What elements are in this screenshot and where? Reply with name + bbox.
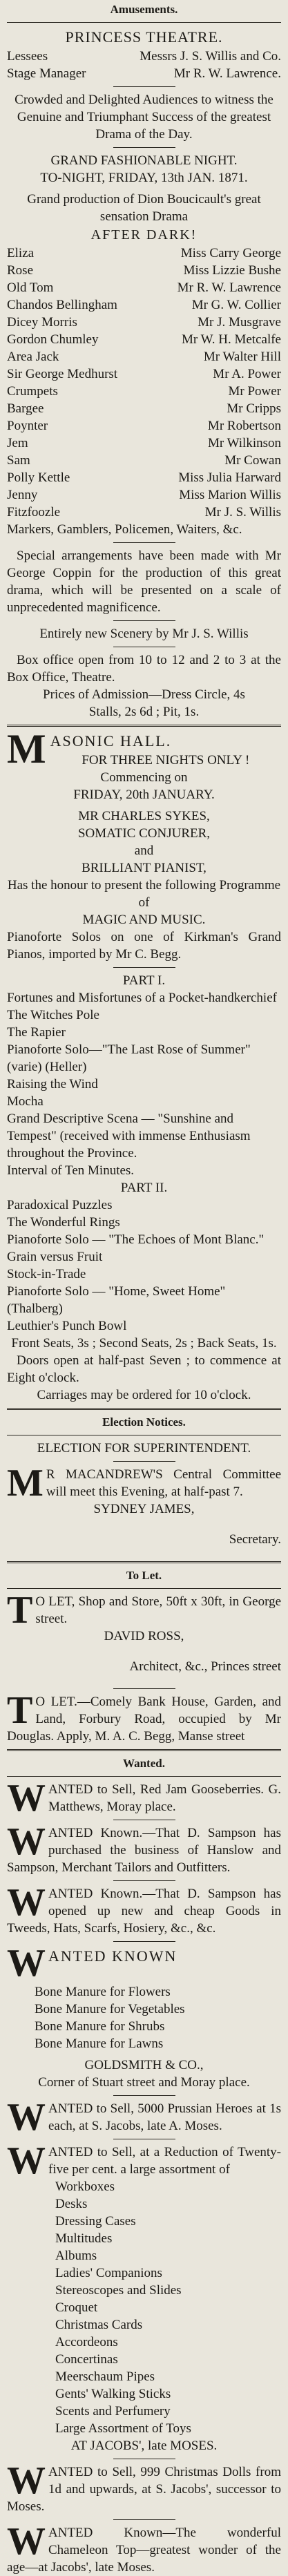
divider [113, 542, 175, 543]
wanted-ad-5-body: ANTED to Sell, 5000 Prussian Heroes at 1s each, at S. Jacobs, late A. Moses. [48, 2101, 281, 2133]
list-item: Croquet [55, 2300, 98, 2315]
newspaper-page [0, 1, 288, 2575]
lessee-row [7, 48, 281, 65]
to-let-section [7, 1567, 281, 1745]
markers-line: Markers, Gamblers, Policemen, Waiters, &c. [7, 522, 242, 537]
part-1-list [7, 989, 281, 1179]
theatre-name: PRINCESS THEATRE. [65, 28, 223, 46]
drop-cap-letter: W [7, 2096, 46, 2139]
cast-role: Rose [7, 263, 33, 278]
divider [113, 620, 175, 621]
cast-list [7, 245, 281, 521]
manager-row [7, 65, 281, 82]
election-heading: ELECTION FOR SUPERINTENDENT. [37, 1441, 251, 1456]
cast-row [7, 365, 281, 383]
seats-text: Front Seats, 3s ; Second Seats, 2s ; Back Seats, 1s. [11, 1336, 277, 1351]
to-let-ad-1 [7, 1589, 281, 1675]
programme-item: Leuthier's Punch Bowl [7, 1319, 127, 1333]
play-title: AFTER DARK! [90, 227, 198, 242]
cast-row [7, 400, 281, 417]
drop-cap-letter: W [7, 1777, 46, 1820]
commencing-line: Commencing on [100, 770, 188, 785]
list-item: Gents' Walking Sticks [55, 2387, 171, 2401]
goods-list [7, 2178, 281, 2437]
part-2-title: PART II. [120, 1181, 168, 1195]
performer-name: MR CHARLES SYKES, [78, 809, 210, 823]
cast-row [7, 504, 281, 521]
list-item: Bone Manure for Shrubs [35, 2019, 165, 2034]
part-2-list [7, 1196, 281, 1335]
grand-night-heading: GRAND FASHIONABLE NIGHT. [50, 153, 238, 168]
programme-item: Paradoxical Puzzles [7, 1198, 113, 1212]
wanted-ad-3 [7, 1881, 281, 1937]
section-title-to-let: To Let. [126, 1569, 162, 1582]
cast-row [7, 435, 281, 452]
cast-role: Jenny [7, 488, 38, 502]
divider [113, 86, 175, 87]
cast-row [7, 331, 281, 348]
divider [7, 1561, 281, 1563]
pianoforte-intro: Pianoforte Solos on one of Kirkman's Grand Pianos, imported by Mr C. Begg. [7, 930, 281, 962]
crowded-audiences-text: Crowded and Delighted Audiences to witness the Genuine and Triumphant Success of the greatest Drama of the Day. [15, 93, 273, 142]
programme-item: The Witches Pole [7, 1008, 99, 1022]
list-item: Meerschaum Pipes [55, 2369, 155, 2384]
cast-actor: Miss Carry George [180, 246, 281, 260]
election-body: R MACANDREW'S Central Committee will meet this Evening, at half-past 7. [46, 1467, 281, 1499]
cast-actor: Miss Julia Harward [178, 470, 281, 485]
divider [113, 147, 175, 148]
drop-cap-letter: M [7, 1462, 44, 1505]
cast-row [7, 486, 281, 504]
programme-item: Interval of Ten Minutes. [7, 1163, 135, 1178]
list-item: Bone Manure for Vegetables [35, 2002, 185, 2016]
wanted-ad-4-firm: GOLDSMITH & CO., [84, 2058, 204, 2072]
performance-date: TO-NIGHT, FRIDAY, 13th JAN. 1871. [40, 171, 248, 185]
cast-role: Eliza [7, 246, 35, 260]
drop-cap-letter: W [7, 2520, 46, 2563]
wanted-ad-4-address: Corner of Stuart street and Moray place. [38, 2075, 250, 2090]
bone-manure-list [7, 1983, 281, 2052]
cast-actor: Mr Power [228, 384, 281, 399]
divider [7, 1588, 281, 1589]
to-let-ad-2-body: O LET.—Comely Bank House, Garden, and Land, Forbury Road, occupied by Mr Douglas. Apply, M. A. C. Begg, Manse street [7, 1695, 281, 1744]
cast-role: Jem [7, 436, 28, 450]
divider [7, 22, 281, 23]
signatory-name: SYDNEY JAMES, [93, 1502, 195, 1516]
drop-cap-letter: T [7, 1589, 33, 1632]
cast-row [7, 314, 281, 331]
doors-text: Doors open at half-past Seven ; to commence at Eight o'clock. [7, 1353, 281, 1385]
carriages-text: Carriages may be ordered for 10 o'clock. [37, 1388, 251, 1402]
cast-role: Fitzfoozle [7, 505, 61, 519]
list-item: Concertinas [55, 2352, 118, 2367]
cast-actor: Mr Wilkinson [207, 436, 281, 450]
drop-cap-letter: M [7, 726, 46, 772]
divider [7, 1776, 281, 1777]
cast-actor: Mr A. Power [213, 367, 281, 381]
divider [7, 725, 281, 727]
wanted-ad-2-body: ANTED Known.—That D. Sampson has purchased the business of Hanslow and Sampson, Merchant Tailors and Outfitters. [7, 1826, 281, 1875]
manager-value: Mr R. W. Lawrence. [173, 66, 281, 81]
wanted-ad-6 [7, 2139, 281, 2454]
cast-actor: Mr G. W. Collier [191, 298, 281, 312]
cast-row [7, 262, 281, 279]
wanted-ad-2 [7, 1820, 281, 1876]
cast-actor: Mr J. Musgrave [198, 315, 281, 330]
cast-role: Sam [7, 453, 30, 468]
cast-role: Polly Kettle [7, 470, 70, 485]
divider [113, 1461, 175, 1462]
list-item: Christmas Cards [55, 2318, 143, 2332]
wanted-ad-4-heading: ANTED KNOWN [48, 1947, 177, 1965]
drop-cap-letter: W [7, 1820, 46, 1863]
cast-row [7, 348, 281, 365]
wanted-ad-5 [7, 2096, 281, 2139]
masonic-hall-ad [7, 726, 281, 1404]
wanted-ad-3-body: ANTED Known.—That D. Sampson has opened up new and cheap Goods in Tweeds, Hats, Scarfs, Hosiery, &c., &c. [7, 1887, 281, 1936]
list-item: Bone Manure for Flowers [35, 1985, 171, 1999]
princess-theatre-ad [7, 27, 281, 721]
three-nights: FOR THREE NIGHTS ONLY ! [81, 753, 250, 767]
lessee-label: Lessees [7, 49, 48, 64]
drop-cap-letter: W [7, 1942, 46, 1985]
list-item: Stereoscopes and Slides [55, 2283, 182, 2298]
section-title-wanted: Wanted. [123, 1757, 165, 1770]
divider [7, 1408, 281, 1410]
section-title-amusements: Amusements. [110, 3, 178, 16]
section-title-election: Election Notices. [102, 1415, 186, 1429]
wanted-ad-6-sign: AT JACOBS', late MOSES. [70, 2439, 218, 2453]
cast-actor: Mr Walter Hill [203, 350, 281, 364]
list-item: Albums [55, 2249, 97, 2263]
divider [113, 2095, 175, 2096]
special-arrangements-text: Special arrangements have been made with Mr George Coppin for the production of this great drama, which will be presented on a scale of unprecedented magnificence. [7, 548, 281, 615]
cast-row [7, 296, 281, 314]
list-item: Dressing Cases [55, 2214, 136, 2229]
programme-item: Stock-in-Trade [7, 1267, 86, 1281]
signatory-title: Secretary. [229, 1532, 281, 1547]
cast-role: Old Tom [7, 280, 54, 295]
box-office-text: Box office open from 10 to 12 and 2 to 3 at the Box Office, Theatre. [7, 653, 281, 685]
list-item: Scents and Perfumery [55, 2404, 171, 2418]
wanted-ad-1-body: ANTED to Sell, Red Jam Gooseberries. G. Matthews, Moray place. [48, 1782, 281, 1814]
prices-line-2: Stalls, 2s 6d ; Pit, 1s. [88, 705, 200, 719]
programme-item: Fortunes and Misfortunes of a Pocket-handkerchief [7, 991, 277, 1005]
programme-item: The Wonderful Rings [7, 1215, 120, 1230]
drop-cap-letter: W [7, 1881, 46, 1924]
programme-item: The Rapier [7, 1025, 66, 1040]
wanted-ad-7 [7, 2459, 281, 2515]
hall-name: ASONIC HALL. [50, 732, 172, 750]
cast-role: Sir George Medhurst [7, 367, 118, 381]
list-item: Bone Manure for Lawns [35, 2036, 164, 2051]
wanted-ad-8-body: ANTED Known—The wonderful Chameleon Top—greatest wonder of the age—at Jacobs', late Moses. [7, 2526, 281, 2575]
cast-actor: Mr J. S. Willis [204, 505, 281, 519]
performer-role-3: BRILLIANT PIANIST, [81, 861, 207, 875]
cast-actor: Mr W. H. Metcalfe [181, 332, 281, 347]
lessee-value: Messrs J. S. Willis and Co. [140, 49, 281, 64]
divider [7, 1749, 281, 1751]
drop-cap-letter: W [7, 2139, 46, 2182]
programme-item: Pianoforte Solo — "Home, Sweet Home" (Thalberg) [7, 1284, 226, 1316]
cast-role: Bargee [7, 401, 44, 416]
cast-actor: Miss Lizzie Bushe [183, 263, 281, 278]
cast-row [7, 245, 281, 262]
prices-line-1: Prices of Admission—Dress Circle, 4s [43, 687, 245, 702]
cast-role: Poynter [7, 419, 48, 433]
list-item: Accordeons [55, 2335, 118, 2349]
manager-label: Stage Manager [7, 66, 86, 81]
to-let-agent: DAVID ROSS, [104, 1629, 184, 1643]
list-item: Large Assortment of Toys [55, 2421, 191, 2436]
cast-role: Crumpets [7, 384, 58, 399]
wanted-ad-7-body: ANTED to Sell, 999 Christmas Dolls from 1d and upwards, at S. Jacobs', successor to Moses. [7, 2465, 281, 2514]
scenery-line: Entirely new Scenery by Mr J. S. Willis [39, 627, 249, 641]
programme-item: Raising the Wind [7, 1077, 98, 1091]
cast-row [7, 279, 281, 296]
production-line: Grand production of Dion Boucicault's great sensation Drama [27, 192, 261, 224]
drop-cap-letter: T [7, 1689, 33, 1732]
cast-role: Gordon Chumley [7, 332, 99, 347]
cast-role: Area Jack [7, 350, 59, 364]
programme-item: Pianoforte Solo — "The Echoes of Mont Blanc." [7, 1232, 265, 1247]
performer-role-1: SOMATIC CONJURER, [77, 826, 211, 841]
divider [113, 1941, 175, 1942]
list-item: Workboxes [55, 2179, 115, 2194]
list-item: Ladies' Companions [55, 2266, 162, 2280]
programme-intro: Has the honour to present the following Programme of [7, 878, 281, 910]
to-let-ad-2 [7, 1689, 281, 1745]
programme-item: Grand Descriptive Scena — "Sunshine and Tempest" (received with immense Enthusiasm throughout the Province. [7, 1112, 251, 1161]
cast-row [7, 469, 281, 486]
cast-actor: Mr Cripps [227, 401, 281, 416]
cast-row [7, 417, 281, 435]
programme-item: Mocha [7, 1094, 44, 1109]
list-item: Multitudes [55, 2231, 113, 2246]
programme-item: Grain versus Fruit [7, 1250, 103, 1264]
wanted-ad-6-body: ANTED to Sell, at a Reduction of Twenty-five per cent. a large assortment of [48, 2145, 281, 2177]
drop-cap-letter: W [7, 2459, 46, 2502]
cast-row [7, 383, 281, 400]
list-item: Desks [55, 2197, 88, 2211]
theatre-management [7, 48, 281, 82]
cast-actor: Miss Marion Willis [179, 488, 281, 502]
performer-role-2: and [134, 843, 154, 858]
cast-actor: Mr R. W. Lawrence [177, 280, 281, 295]
cast-role: Chandos Bellingham [7, 298, 117, 312]
to-let-agent-detail: Architect, &c., Princes street [129, 1659, 281, 1674]
divider [113, 1688, 175, 1689]
cast-row [7, 452, 281, 469]
wanted-ad-4 [7, 1942, 281, 2091]
programme-title: MAGIC AND MUSIC. [82, 913, 206, 927]
cast-role: Dicey Morris [7, 315, 77, 330]
masonic-date: FRIDAY, 20th JANUARY. [73, 788, 215, 802]
wanted-ad-8 [7, 2520, 281, 2576]
part-1-title: PART I. [122, 973, 166, 988]
wanted-section [7, 1755, 281, 2576]
cast-actor: Mr Cowan [224, 453, 281, 468]
election-notices [7, 1414, 281, 1548]
cast-actor: Mr Robertson [207, 419, 281, 433]
wanted-ad-1 [7, 1777, 281, 1820]
divider [113, 967, 175, 968]
divider [113, 2519, 175, 2520]
to-let-ad-1-body: O LET, Shop and Store, 50ft x 30ft, in George street. [35, 1594, 281, 1626]
programme-item: Pianoforte Solo—"The Last Rose of Summer" (varie) (Heller) [7, 1042, 251, 1074]
divider [113, 1880, 175, 1881]
